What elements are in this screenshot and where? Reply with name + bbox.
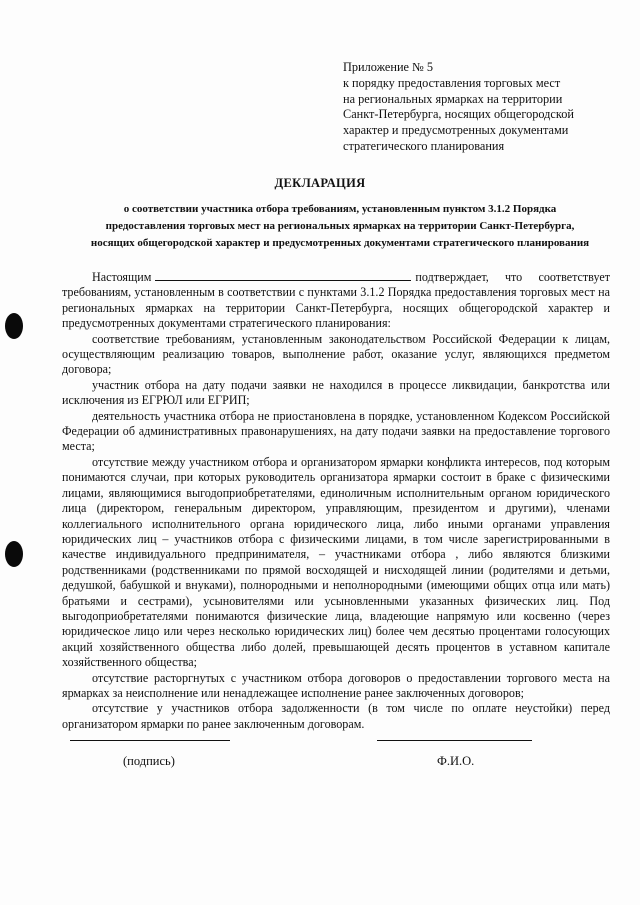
subtitle-line: о соответствии участника отбора требованиям, установленным пунктом 3.1.2 Порядка <box>123 203 557 215</box>
declaration-body <box>62 269 610 732</box>
intro-rest: подтверждает, что соответствует требованиям, установленным в соответствии с пунктами 3.1.2 Порядка предоставления торговых мест на региональных ярмарках на территории Санкт-Петербурга, носящих общегородской характер и предусмотренных документами стратегического планирования: <box>62 270 610 331</box>
full-name-label: Ф.И.О. <box>437 754 475 768</box>
signature-line[interactable] <box>70 740 230 741</box>
appendix-line: на региональных ярмарках на территории <box>343 91 563 106</box>
punch-hole <box>5 541 23 567</box>
condition-paragraph: соответствие требованиям, установленным законодательством Российской Федерации к лицам, осуществляющим реализацию товаров, выполнение работ, оказание услуг, являющихся предметом договора; <box>62 331 610 377</box>
condition-paragraph: отсутствие у участников отбора задолженности (в том числе по оплате неустойки) перед организатором ярмарки по ранее заключенным договорам. <box>62 701 610 731</box>
condition-paragraph: отсутствие между участником отбора и организатором ярмарки конфликта интересов, под которым понимаются случаи, при которых руководитель организатора ярмарки состоит в браке с физическими лицами, являющимися выгодоприобретателями, единоличным исполнительным органом юридического лица (директором, генеральным директором, управляющим, президентом и другими), членами коллегиального исполнительного органа юридического лица, либо иными органами управления юридических лиц – участников отбора с физическими лицами, в том числе зарегистрированными в качестве индивидуального предпринимателя, – участниками отбора , либо являются близкими родственниками (родственниками по прямой восходящей и нисходящей линии (родителями и детьми, дедушкой, бабушкой и внуками), полнородными и неполнородными (имеющими общих отца или мать) братьями и сестрами), усыновителями или усыновленными указанных физических лиц. Под выгодоприобретателями понимаются физические лица, владеющие напрямую или косвенно (через юридическое лицо или через несколько юридических лиц) более чем десятью процентами голосующих акций хозяйственного общества либо долей, превышающей десять процентов в уставном капитале хозяйственного общества; <box>62 454 610 670</box>
subtitle-line: носящих общегородской характер и предусмотренных документами стратегического планирования <box>90 237 590 249</box>
condition-paragraph: деятельность участника отбора не приостановлена в порядке, установленном Кодексом Российской Федерации об административных правонарушениях, на дату подачи заявки на предоставление торгового места; <box>62 408 610 454</box>
intro-paragraph <box>62 269 610 332</box>
full-name-line[interactable] <box>377 740 532 741</box>
document-title: ДЕКЛАРАЦИЯ <box>274 176 366 190</box>
appendix-line: Приложение № 5 <box>343 60 434 74</box>
signature-label: (подпись) <box>123 754 175 768</box>
document-subtitle <box>60 201 620 252</box>
appendix-line: к порядку предоставления торговых мест <box>343 75 561 90</box>
condition-paragraph: участник отбора на дату подачи заявки не находился в процессе ликвидации, банкротства или исключения из ЕГРЮЛ или ЕГРИП; <box>62 377 610 408</box>
appendix-line: характер и предусмотренных документами <box>343 123 569 138</box>
condition-paragraph: отсутствие расторгнутых с участником отбора договоров о предоставлении торгового места на ярмарках за неисполнение или ненадлежащее исполнение ранее заключенных договоров; <box>62 670 610 700</box>
name-blank-field[interactable] <box>155 269 411 281</box>
subtitle-line: предоставления торговых мест на региональных ярмарках на территории Санкт-Петербурга, <box>105 220 575 232</box>
appendix-header <box>343 60 603 155</box>
intro-lead: Настоящим <box>92 270 152 284</box>
appendix-line: Санкт-Петербурга, носящих общегородской <box>343 107 574 122</box>
appendix-line: стратегического планирования <box>343 138 505 153</box>
punch-hole <box>5 313 23 339</box>
